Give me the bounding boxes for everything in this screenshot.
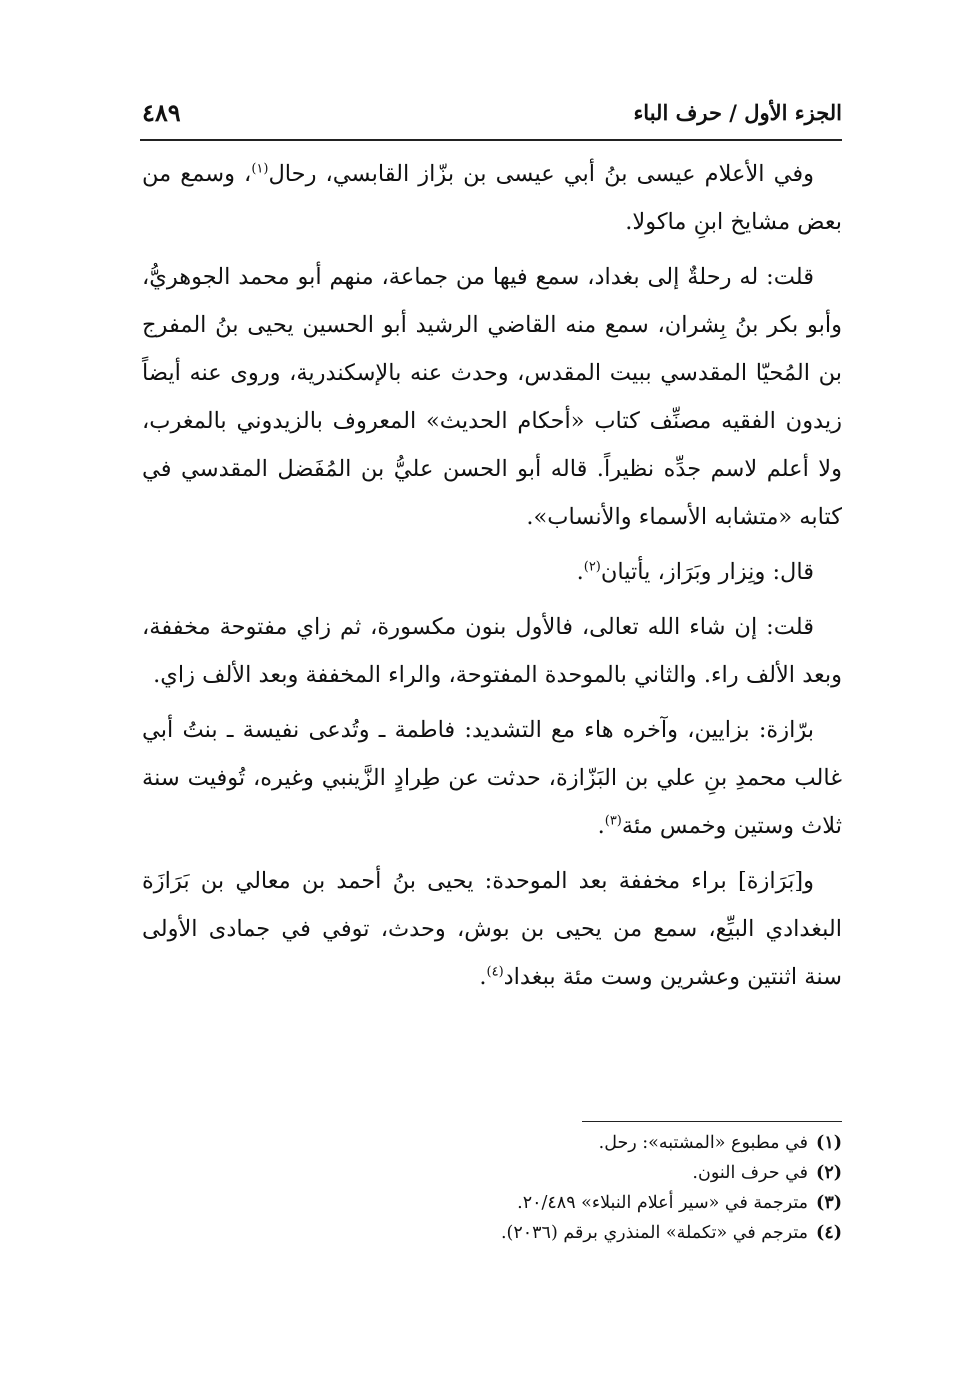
paragraph-text: قلت: له رحلةٌ إلى بغداد، سمع فيها من جماعة، منهم أبو محمد الجوهريُّ، وأبو بكر بنُ بِشران، سمع منه القاضي الرشيد أبو الحسين يحيى بنُ المفرج بن المُحيّا المقدسي ببيت المقدس، وحدث عنه بالإسكندرية، وروى عنه أيضاً زيدون الفقيه مصنِّف كتاب «أحكام الحديث» المعروف بالزيدوني بالمغرب، ولا أعلم لاسم جدِّه نظيراً. قاله أبو الحسن عليُّ بن المُفَضل المقدسي في كتابه «متشابه الأسماء والأنساب». [142,264,842,530]
footnote [142,1158,842,1188]
paragraph [142,150,842,246]
footnote-number: (٢) [816,1163,842,1183]
footnote-number: (٣) [816,1193,842,1213]
paragraph-text-after: . [576,559,584,585]
footnote-number: (٤) [816,1223,842,1243]
paragraph-text: قال: ونِزار وبَرَاز، يأتيان [600,559,814,585]
header-rule [140,139,842,141]
paragraph-text-after: ، وسمع من بعض مشايخ ابنِ ماكولا. [142,161,842,235]
paragraph [142,253,842,541]
footnotes [142,1128,842,1248]
footnote [142,1188,842,1218]
footnote-rule [582,1121,842,1122]
paragraph [142,603,842,699]
footnote-text: مترجم في «تكملة» المنذري برقم (٢٠٣٦). [500,1223,809,1243]
main-text [142,150,842,1008]
footnote-ref: (٣) [604,813,622,829]
footnote [142,1218,842,1248]
footnote [142,1128,842,1158]
paragraph-text: وفي الأعلام عيسى بنُ أبي عيسى بن بزّاز القابسي، رحال [268,161,815,187]
page-header [142,96,842,136]
footnote-ref: (٤) [486,964,504,980]
paragraph [142,706,842,850]
paragraph [142,857,842,1001]
paragraph-text: برّازة: بزايين، وآخره هاء مع التشديد: فاطمة ـ وتُدعى نفيسة ـ بنتُ أبي غالب محمدِ بنِ علي بن البَزّازة، حدثت عن طِرادٍ الزَّينبي وغيره، تُوفيت سنة ثلاث وستين وخمس مئة [142,717,842,839]
paragraph [142,548,842,596]
footnote-text: مترجمة في «سير أعلام النبلاء» ٢٠/٤٨٩. [517,1193,809,1213]
paragraph-text: و[بَرَازة] براء مخففة بعد الموحدة: يحيى بنُ أحمد بن معالي بن بَرَازَة البغدادي البيِّع، سمع من يحيى بن بوش، وحدث، توفي في جمادى الأولى سنة اثنتين وعشرين وست مئة ببغداد [142,868,842,990]
footnote-number: (١) [816,1133,842,1153]
footnote-ref: (٢) [583,559,601,575]
paragraph-text: قلت: إن شاء الله تعالى، فالأول بنون مكسورة، ثم زاي مفتوحة مخففة، وبعد الألف راء. والثاني بالموحدة المفتوحة، والراء المخففة وبعد الألف زاي. [142,614,842,688]
footnote-ref: (١) [251,161,269,177]
footnote-text: في مطبوع «المشتبه»: رحل. [598,1133,809,1153]
running-title: الجزء الأول / حرف الباء [633,100,842,125]
page-number: ٤٨٩ [142,98,181,127]
paragraph-text-after: . [479,964,487,990]
footnote-text: في حرف النون. [692,1163,809,1183]
paragraph-text-after: . [597,813,605,839]
